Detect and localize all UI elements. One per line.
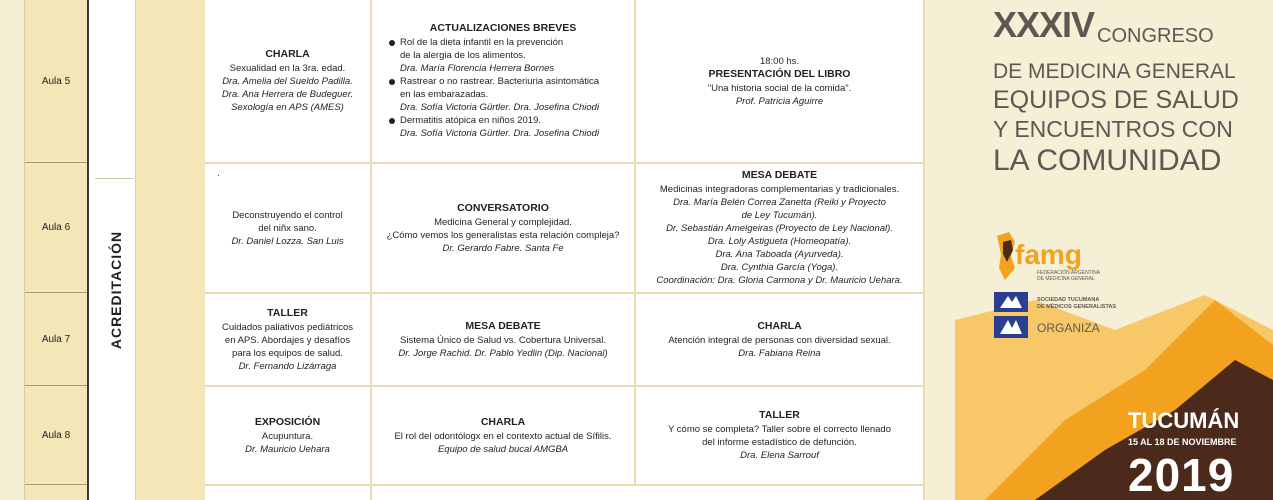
accreditation-column — [135, 0, 205, 500]
session-type: MESA DEBATE — [741, 169, 818, 181]
aula-5-label: Aula 5 — [25, 0, 87, 163]
session-speaker: Dra. María Belén Correa Zanetta (Reiki y Proyecto — [673, 197, 886, 208]
aula7-slot2 — [372, 294, 634, 385]
next-row-slot2 — [372, 486, 923, 500]
aula8-slot1 — [205, 387, 370, 484]
bullet-item-cont: de la alergia de los alimentos. — [400, 50, 526, 61]
aula-7-label: Aula 7 — [25, 293, 87, 386]
bullet-item: Rol de la dieta infantil en la prevención — [388, 36, 618, 49]
congress-line-2: DE MEDICINA GENERAL — [993, 60, 1236, 83]
event-dates: 15 AL 18 DE NOVIEMBRE — [1128, 437, 1237, 447]
session-speaker: Sexología en APS (AMES) — [231, 102, 344, 113]
congress-line-5: LA COMUNIDAD — [993, 144, 1222, 177]
session-topic: del informe estadístico de defunción. — [702, 437, 857, 448]
congress-line-3: EQUIPOS DE SALUD — [993, 86, 1239, 114]
session-type: TALLER — [267, 306, 308, 319]
session-speaker: Dra. Loly Astigueta (Homeopatía). — [707, 236, 852, 247]
session-speaker: Dra. Cynthia García (Yoga). — [720, 262, 839, 273]
session-topic: Medicinas integradoras complementarias y tradicionales. — [659, 184, 900, 195]
session-speaker: Dr. Sebastián Ameigeiras (Proyecto de Ley Nacional). — [666, 223, 893, 234]
session-speaker: Dra. Amelia del Sueldo Padilla. — [222, 76, 353, 87]
aula7-slot3 — [636, 294, 923, 385]
aula8-slot3 — [636, 387, 923, 484]
aula-6-label: Aula 6 — [25, 163, 87, 293]
aula5-slot2 — [372, 0, 634, 162]
session-topic: en APS. Abordajes y desafíos — [224, 334, 351, 346]
session-topic: Cuidados paliativos pediátricos — [222, 321, 353, 333]
svg-text:famg: famg — [1015, 239, 1082, 270]
session-coordination: Coordinación: Dra. Gloria Carmona y Dr. Mauricio Uehara. — [656, 275, 903, 286]
session-speaker: Dr. Fernando Lizárraga — [238, 360, 337, 372]
event-city: TUCUMÁN — [1128, 408, 1240, 433]
aula5-slot1 — [205, 0, 370, 162]
column-divider — [87, 0, 89, 500]
aula6-slot1 — [205, 164, 370, 292]
aula-8-label: Aula 8 — [25, 386, 87, 485]
session-type: CONVERSATORIO — [457, 201, 549, 214]
session-type: PRESENTACIÓN DEL LIBRO — [708, 67, 851, 80]
session-topic: Medicina General y complejidad. — [434, 216, 572, 228]
session-topic: Sexualidad en la 3ra. edad. — [229, 63, 346, 74]
session-speaker: Dra. Ana Taboada (Ayurveda). — [715, 249, 844, 260]
session-speaker: Dra. Elena Sarrouf — [740, 450, 819, 461]
session-speaker: Dra. María Florencia Herrera Bornes — [400, 63, 555, 74]
accreditation-label: ACREDITACIÓN — [108, 230, 124, 350]
sociedad-name-2: DE MÉDICOS GENERALISTAS — [1037, 304, 1117, 310]
session-speaker: Equipo de salud bucal AMGBA — [437, 443, 569, 455]
session-topic: ¿Cómo vemos los generalistas esta relación compleja? — [386, 229, 620, 241]
session-topic: Y cómo se completa? Taller sobre el correcto llenado — [667, 424, 892, 435]
session-speaker: Dr. Gerardo Fabre. Santa Fe — [442, 242, 564, 254]
congress-number: XXXIV — [993, 4, 1095, 45]
session-type: CHARLA — [480, 415, 526, 428]
session-type: TALLER — [759, 409, 800, 421]
aula6-slot2 — [372, 164, 634, 292]
famg-sub-1: FEDERACIÓN ARGENTINA — [1037, 270, 1101, 276]
stray-mark: · — [217, 170, 220, 180]
session-topic: Deconstruyendo el control — [232, 209, 343, 221]
session-speaker: Dra. Fabiana Reina — [738, 347, 821, 359]
aula7-slot1 — [205, 294, 370, 385]
session-type: EXPOSICIÓN — [254, 415, 321, 428]
session-topic: del niñx sano. — [258, 222, 317, 234]
accreditation-rule — [95, 178, 133, 179]
event-year: 2019 — [1128, 449, 1235, 500]
session-type: MESA DEBATE — [465, 319, 541, 332]
session-topic: "Una historia social de la comida". — [707, 82, 852, 94]
session-topic: Sistema Único de Salud vs. Cobertura Universal. — [400, 334, 606, 346]
session-type: CHARLA — [265, 48, 310, 60]
session-type: ACTUALIZACIONES BREVES — [429, 22, 577, 34]
next-row-slot1 — [205, 486, 370, 500]
session-speaker: Dra. Sofía Victoria Gürtler. Dra. Josefina Chiodi — [400, 102, 600, 113]
sociedad-name-1: SOCIEDAD TUCUMANA — [1037, 297, 1100, 303]
session-speaker: Dr. Jorge Rachid. Dr. Pablo Yedlin (Dip. Nacional) — [398, 347, 608, 359]
congress-word: CONGRESO — [1097, 25, 1214, 47]
session-topic: Acupuntura. — [261, 430, 314, 442]
organiza-label: ORGANIZA — [1037, 321, 1100, 335]
congress-line-4: Y ENCUENTROS CON — [993, 116, 1233, 142]
session-speaker: Dr. Mauricio Uehara — [245, 443, 330, 455]
session-topic: Atención integral de personas con diversidad sexual. — [668, 334, 891, 346]
bullet-item: Dermatitis atópica en niños 2019. — [388, 114, 618, 127]
bullet-item-cont: en las embarazadas. — [400, 89, 489, 100]
session-time: 18:00 hs. — [759, 55, 800, 67]
session-topic: para los equipos de salud. — [232, 347, 343, 359]
session-speaker: de Ley Tucumán). — [741, 210, 818, 221]
session-topic: El rol del odontólogx en el contexto actual de Sífilis. — [394, 430, 612, 442]
bullet-item: Rastrear o no rastrear. Bacteriuria asintomática — [388, 75, 618, 88]
left-margin-strip — [0, 0, 25, 500]
aula6-slot3 — [636, 164, 923, 292]
aula8-slot2 — [372, 387, 634, 484]
aula5-slot3 — [636, 0, 923, 162]
session-speaker: Prof. Patricia Aguirre — [735, 95, 824, 107]
sociedad-logo-icon — [994, 292, 1028, 338]
session-speaker: Dra. Sofía Victoria Gürtler. Dra. Josefina Chiodi — [400, 128, 600, 139]
session-speaker: Dra. Ana Herrera de Budeguer. — [221, 89, 354, 100]
session-type: CHARLA — [757, 319, 802, 332]
famg-sub-2: DE MEDICINA GENERAL — [1037, 276, 1095, 282]
session-speaker: Dr. Daniel Lozza. San Luis — [231, 235, 344, 247]
